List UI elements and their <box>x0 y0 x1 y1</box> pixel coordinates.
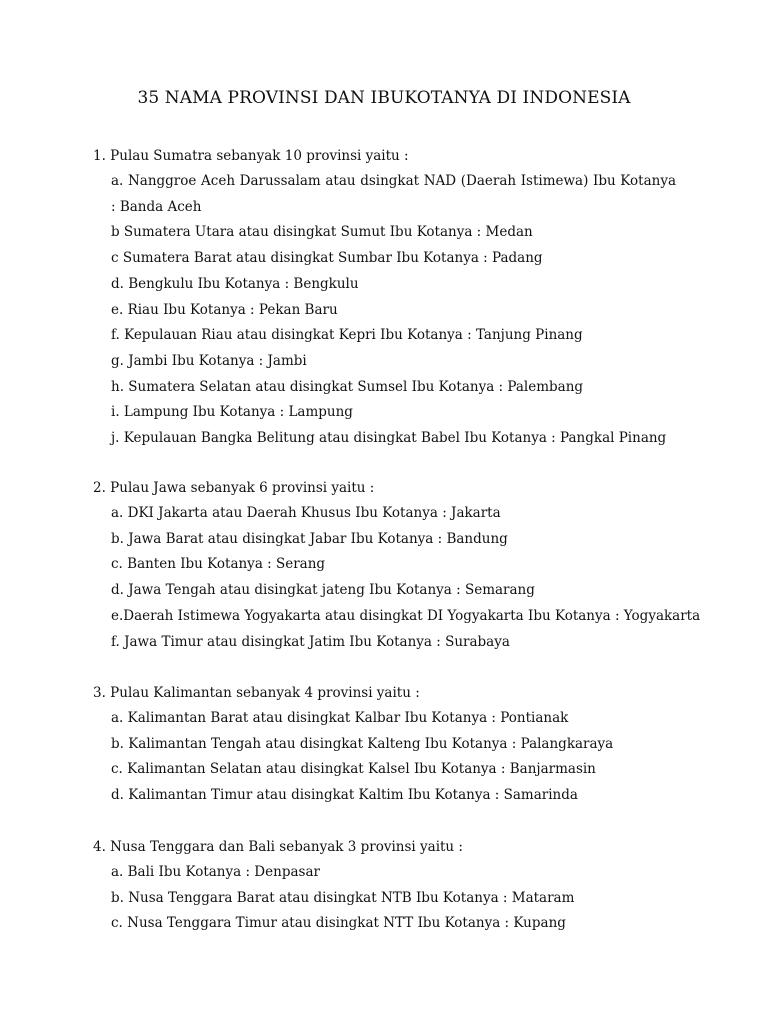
list-item: f. Jawa Timur atau disingkat Jatim Ibu Kotanya : Surabaya <box>111 633 510 650</box>
list-item: b. Jawa Barat atau disingkat Jabar Ibu Kotanya : Bandung <box>111 530 508 547</box>
list-item: c. Kalimantan Selatan atau disingkat Kalsel Ibu Kotanya : Banjarmasin <box>111 761 596 778</box>
section-heading: 3. Pulau Kalimantan sebanyak 4 provinsi yaitu : <box>93 685 420 701</box>
list-item: a. Nanggroe Aceh Darussalam atau dsingkat NAD (Daerah Istimewa) Ibu Kotanya : Banda Aceh <box>111 173 676 215</box>
list-item: b Sumatera Utara atau disingkat Sumut Ibu Kotanya : Medan <box>111 224 533 241</box>
list-item: f. Kepulauan Riau atau disingkat Kepri Ibu Kotanya : Tanjung Pinang <box>111 327 583 344</box>
list-item: b. Nusa Tenggara Barat atau disingkat NTB Ibu Kotanya : Mataram <box>111 889 575 906</box>
list-item: c Sumatera Barat atau disingkat Sumbar Ibu Kotanya : Padang <box>111 250 543 267</box>
list-item: a. Bali Ibu Kotanya : Denpasar <box>111 864 320 880</box>
list-item: j. Kepulauan Bangka Belitung atau disingkat Babel Ibu Kotanya : Pangkal Pinang <box>111 430 667 447</box>
section-nusa-tenggara-bali <box>93 834 693 937</box>
list-item: a. DKI Jakarta atau Daerah Khusus Ibu Kotanya : Jakarta <box>111 505 501 521</box>
list-item: e. Riau Ibu Kotanya : Pekan Baru <box>111 301 338 318</box>
section-jawa <box>93 475 701 655</box>
list-item: c. Banten Ibu Kotanya : Serang <box>111 556 326 573</box>
section-sumatra <box>93 143 693 452</box>
list-item: a. Kalimantan Barat atau disingkat Kalbar Ibu Kotanya : Pontianak <box>111 710 569 726</box>
list-item: b. Kalimantan Tengah atau disingkat Kalteng Ibu Kotanya : Palangkaraya <box>111 735 614 752</box>
list-item: i. Lampung Ibu Kotanya : Lampung <box>111 404 353 421</box>
list-item: g. Jambi Ibu Kotanya : Jambi <box>111 352 307 369</box>
section-kalimantan <box>93 680 693 809</box>
list-item: e.Daerah Istimewa Yogyakarta atau disingkat DI Yogyakarta Ibu Kotanya : Yogyakarta <box>111 607 701 624</box>
section-heading: 1. Pulau Sumatra sebanyak 10 provinsi yaitu : <box>93 148 409 164</box>
list-item: h. Sumatera Selatan atau disingkat Sumsel Ibu Kotanya : Palembang <box>111 378 584 395</box>
list-item: d. Kalimantan Timur atau disingkat Kaltim Ibu Kotanya : Samarinda <box>111 787 578 804</box>
list-item: d. Bengkulu Ibu Kotanya : Bengkulu <box>111 275 359 292</box>
document-title: 35 NAMA PROVINSI DAN IBUKOTANYA DI INDONESIA <box>137 88 631 108</box>
section-heading: 2. Pulau Jawa sebanyak 6 provinsi yaitu : <box>93 480 375 496</box>
section-heading: 4. Nusa Tenggara dan Bali sebanyak 3 provinsi yaitu : <box>93 839 463 855</box>
list-item: d. Jawa Tengah atau disingkat jateng Ibu Kotanya : Semarang <box>111 582 535 599</box>
list-item: c. Nusa Tenggara Timur atau disingkat NTT Ibu Kotanya : Kupang <box>111 915 566 932</box>
